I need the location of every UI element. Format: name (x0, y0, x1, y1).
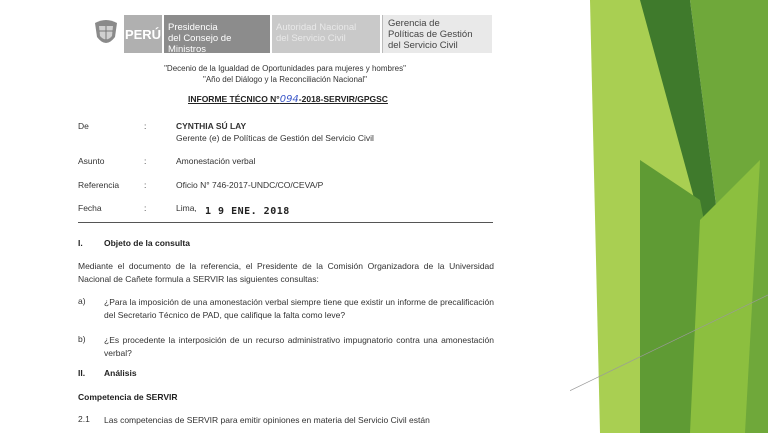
item-b-text: ¿Es procedente la interposición de un recurso administrativo impugnatorio contra una amonestación verbal? (104, 335, 494, 358)
header-divider (78, 222, 493, 223)
autoridad-label: Autoridad Nacional del Servicio Civil (272, 15, 380, 53)
section-1-number: I. (78, 238, 83, 248)
item-b-label: b) (78, 334, 86, 344)
item-2-1-label: 2.1 (78, 414, 90, 424)
informe-number: 094 (279, 94, 299, 105)
section-1-title: Objeto de la consulta (104, 238, 190, 248)
section-2-number: II. (78, 368, 86, 378)
section-1-intro: Mediante el documento de la referencia, el Presidente de la Comisión Organizadora de la Universidad Nacional de Cañete formula a SERVIR las siguientes consultas: (78, 261, 494, 284)
item-2-1-text: Las competencias de SERVIR para emitir opiniones en materia del Servicio Civil están (104, 415, 430, 425)
peru-label: PERÚ (124, 15, 162, 53)
item-a-label: a) (78, 296, 86, 306)
scanned-document-page: PERÚ Presidencia del Consejo de Ministros Autoridad Nacional del Servicio Civil Gerencia de Políticas de Gestión del Servicio Civil "Decenio de la Igualdad de Oportunidades para mujeres y hombres" "Año del Diálogo y la Reconciliación Nacional" INFORME TÉCNICO N°094-2018-SERVIR/GPGSC De : CYNTHIA SÚ LAY Gerente (e) de Políticas de Gestión del Servicio Civil Asunto : Amonestación verbal Referencia : Oficio N° 746-2017-UNDC/CO/CEVA/P Fecha : Lima, 1 9 ENE. 2018 I. Objeto de la consulta Mediante el documento de la referencia, el Presidente de la Comisión Organizadora de la Universidad Nacional de Cañete formula a SERVIR las siguientes consultas: a) ¿Para la imposición de una amonestación verbal siempre tiene que existir un informe de precalificación del Secretario Técnico de PAD, que califique la falta como leve? b) ¿Es procedente la interposición de un recurso administrativo impugnatorio contra una amonestación verbal? II. Análisis Competencia de SERVIR 2.1 Las competencias de SERVIR para emitir opiniones en materia del Servicio Civil están (0, 0, 570, 433)
gerencia-label: Gerencia de Políticas de Gestión del Servicio Civil (382, 15, 492, 53)
item-a-text: ¿Para la imposición de una amonestación verbal siempre tiene que existir un informe de precalificación del Secretario Técnico de PAD, que califique la falta como leve? (104, 297, 494, 320)
decenio-motto: "Decenio de la Igualdad de Oportunidades para mujeres y hombres" "Año del Diálogo y la Reconciliación Nacional" (164, 64, 406, 84)
informe-title: INFORME TÉCNICO N°094-2018-SERVIR/GPGSC (188, 94, 388, 105)
section-2-subtitle: Competencia de SERVIR (78, 392, 178, 402)
date-stamp: 1 9 ENE. 2018 (205, 206, 290, 217)
section-2-title: Análisis (104, 368, 137, 378)
coat-of-arms-icon (90, 15, 122, 53)
header-banner (90, 15, 494, 53)
presidencia-label: Presidencia del Consejo de Ministros (164, 15, 270, 53)
